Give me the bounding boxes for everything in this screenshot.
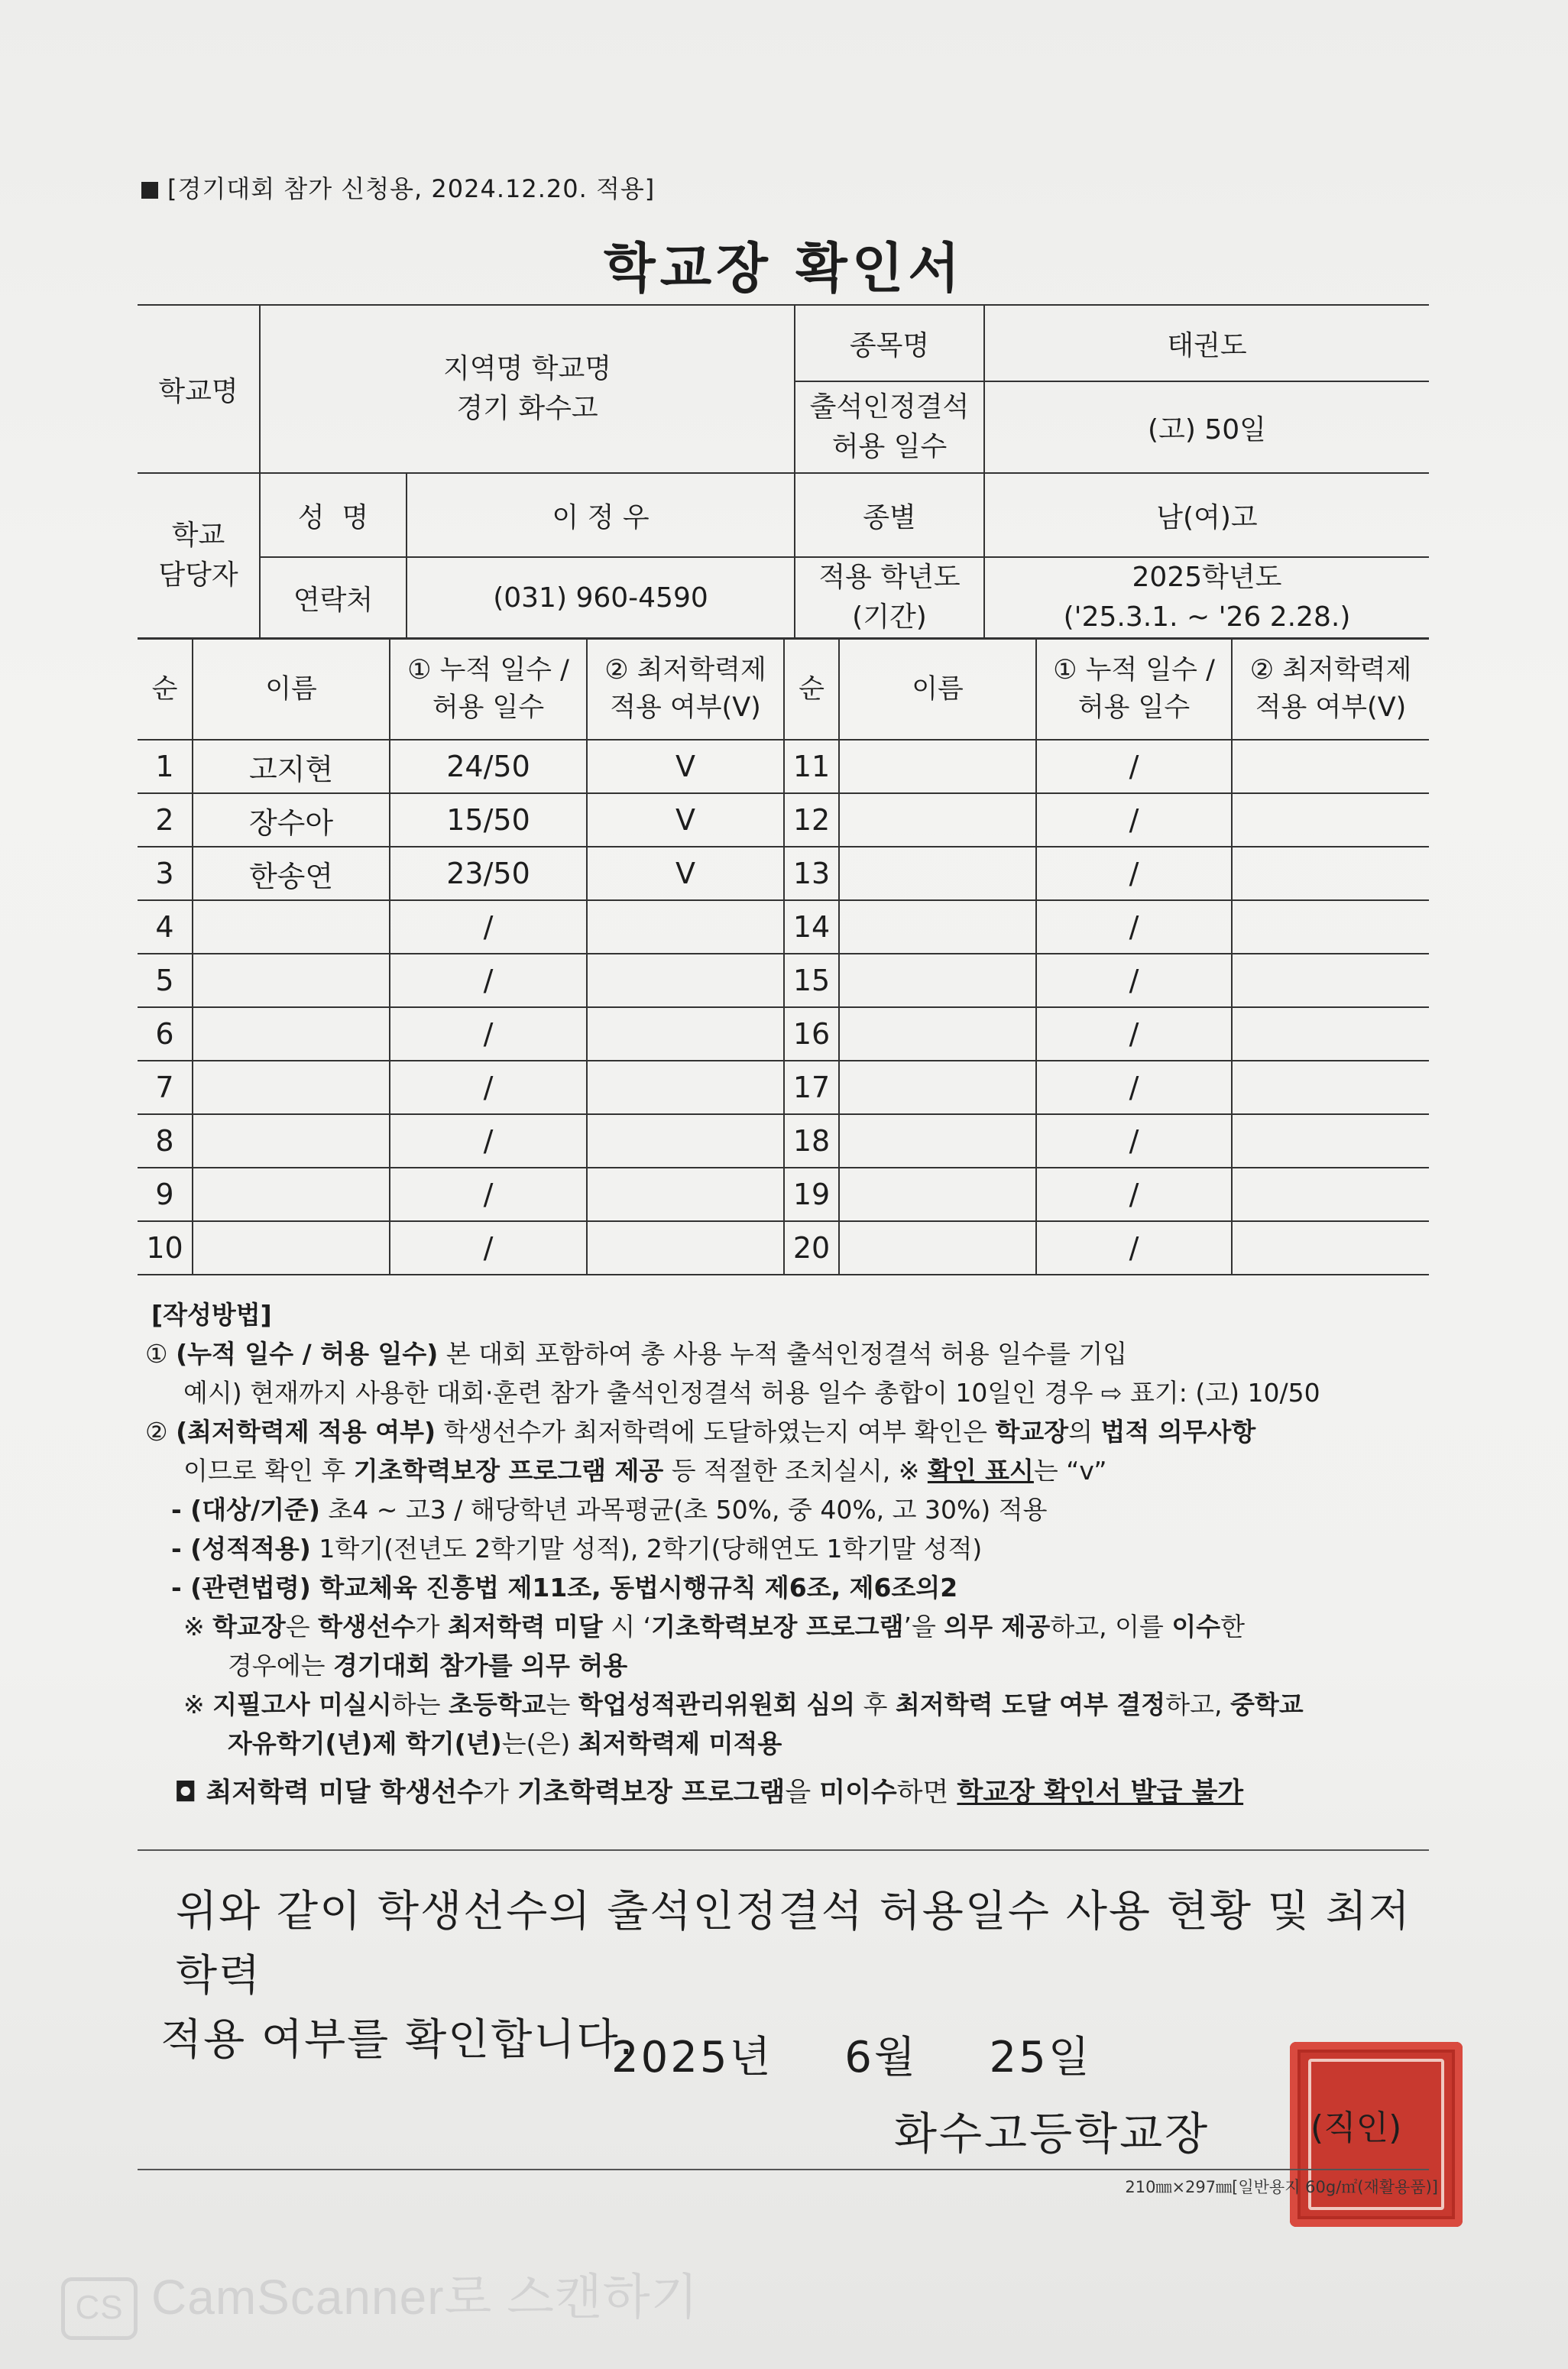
contact-name: 이 정 우 (407, 473, 795, 557)
note1-text: 경기대회 참가를 의무 허용 (333, 1651, 628, 1680)
cell-no: 11 (784, 740, 839, 793)
cell-name: 장수아 (193, 793, 390, 847)
absence-value: (고) 50일 (984, 381, 1429, 473)
cell-days: / (1036, 1114, 1232, 1168)
cell-no: 12 (784, 793, 839, 847)
cell-name (193, 1221, 390, 1275)
cell-check (587, 954, 784, 1007)
warning-text: 최저학력 미달 학생선수 (206, 1778, 484, 1808)
cell-no: 18 (784, 1114, 839, 1168)
detail-target-title: - (대상/기준) (171, 1495, 320, 1525)
cell-check (587, 1061, 784, 1114)
detail-target-text: 초4 ~ 고3 / 해당학년 과목평균(초 50%, 중 40%, 고 30%) 적용 (319, 1495, 1048, 1525)
cell-check: V (587, 793, 784, 847)
cell-name (839, 900, 1036, 954)
note2-text: 자유학기(년)제 학기(년) (228, 1729, 502, 1758)
cell-check (587, 1007, 784, 1061)
item2-text: 등 적절한 조치실시, ※ (663, 1456, 928, 1486)
warning-no-issue: 학교장 확인서 발급 불가 (957, 1778, 1244, 1808)
cell-check (1232, 900, 1429, 954)
cell-no: 3 (138, 847, 193, 900)
header-min (1232, 639, 1429, 740)
absence-label (795, 381, 984, 473)
note1-text: 시 ‘ (602, 1612, 652, 1641)
cell-no: 2 (138, 793, 193, 847)
contact-name-label: 성 명 (260, 473, 407, 557)
cell-no: 7 (138, 1061, 193, 1114)
note1-text: 하고, 이를 (1050, 1612, 1172, 1641)
item2-title: (최저학력제 적용 여부) (176, 1417, 436, 1447)
year-value (984, 557, 1429, 638)
note1-text: 의무 제공 (944, 1612, 1051, 1641)
header-days-line2: 허용 일수 (1077, 692, 1191, 723)
cell-no: 1 (138, 740, 193, 793)
table-row (138, 954, 1429, 1007)
cell-no: 19 (784, 1168, 839, 1221)
warning-text: 기초학력보장 프로그램 (517, 1778, 786, 1808)
header-min-line2: 적용 여부(V) (610, 692, 761, 723)
roster-header-row (138, 639, 1429, 740)
note2-text: 최저학력 도달 여부 결정 (895, 1690, 1166, 1719)
cell-check (587, 1221, 784, 1275)
header-days-line1: ① 누적 일수 / (1053, 655, 1215, 685)
note2-text: 최저학력제 미적용 (578, 1729, 782, 1758)
year-value-line2: ('25.3.1. ~ '26 2.28.) (1063, 601, 1351, 634)
note2-text: 초등학교 (449, 1690, 546, 1719)
cell-days: / (390, 900, 587, 954)
note2-text: 는(은) (501, 1729, 578, 1758)
item2-text: 의 (1068, 1417, 1101, 1447)
cell-name (193, 954, 390, 1007)
table-row (138, 740, 1429, 793)
year-label-line2: (기간) (852, 601, 927, 634)
cell-name (839, 1221, 1036, 1275)
item2-text: 학생선수가 최저학력에 도달하였는지 여부 확인은 (436, 1417, 996, 1447)
cell-no: 15 (784, 954, 839, 1007)
contact-label-line1: 학교 (171, 520, 225, 551)
cell-days: 15/50 (390, 793, 587, 847)
cell-days: / (390, 1168, 587, 1221)
note2-text: 하고, (1165, 1690, 1230, 1719)
warning-text: 가 (483, 1778, 518, 1808)
cell-no: 20 (784, 1221, 839, 1275)
contact-phone-label: 연락처 (260, 557, 407, 638)
cell-no: 6 (138, 1007, 193, 1061)
table-row (138, 1168, 1429, 1221)
paper-spec: 210㎜×297㎜[일반용지 60g/㎡(재활용품)] (1125, 2178, 1438, 2196)
item2-check-mark: 확인 표시 (927, 1456, 1034, 1486)
note1-text: 학교장 (212, 1612, 286, 1641)
note2-text: 하는 (391, 1690, 449, 1719)
note1-text: 은 (285, 1612, 319, 1641)
table-row (138, 1114, 1429, 1168)
warning-text: 하면 (896, 1778, 957, 1808)
cell-name (839, 1007, 1036, 1061)
cell-name (193, 1007, 390, 1061)
header-min-line2: 적용 여부(V) (1255, 692, 1407, 723)
note1-mark: ※ (183, 1612, 213, 1641)
cell-days: / (1036, 740, 1232, 793)
header-no: 순 (138, 639, 193, 740)
item2-number: ② (145, 1417, 168, 1447)
table-row (138, 900, 1429, 954)
cell-no: 4 (138, 900, 193, 954)
header-no: 순 (784, 639, 839, 740)
cell-days: / (1036, 1221, 1232, 1275)
cell-no: 17 (784, 1061, 839, 1114)
cell-name: 고지현 (193, 740, 390, 793)
cell-check (1232, 1007, 1429, 1061)
header-note-text: [경기대회 참가 신청용, 2024.12.20. 적용] (167, 174, 656, 203)
header-min (587, 639, 784, 740)
cell-days: / (390, 954, 587, 1007)
cell-no: 9 (138, 1168, 193, 1221)
school-label: 학교명 (138, 305, 260, 473)
item1-number: ① (145, 1339, 168, 1369)
school-region-label: 지역명 학교명 (442, 352, 612, 384)
header-days (1036, 639, 1232, 740)
note2-text: 중학교 (1229, 1690, 1304, 1719)
detail-law: - (관련법령) 학교체육 진흥법 제11조, 동법시행규칙 제6조, 제6조의2 (171, 1573, 958, 1603)
year-label-line1: 적용 학년도 (818, 562, 961, 593)
note2-text: 학업성적관리위원회 심의 (578, 1690, 856, 1719)
divider (138, 2169, 1429, 2170)
event-value: 태권도 (984, 305, 1429, 381)
cell-name (839, 793, 1036, 847)
table-row (138, 1007, 1429, 1061)
cell-days: / (1036, 1007, 1232, 1061)
absence-label-line2: 허용 일수 (831, 431, 948, 462)
warning-text: 을 (785, 1778, 820, 1808)
table-row (138, 1061, 1429, 1114)
header-name: 이름 (839, 639, 1036, 740)
header-min-line1: ② 최저학력제 (604, 655, 766, 685)
header-note (141, 170, 655, 205)
cell-check (1232, 793, 1429, 847)
item2-text: 이므로 확인 후 (183, 1456, 354, 1486)
cell-check (1232, 1221, 1429, 1275)
header-days-line1: ① 누적 일수 / (407, 655, 569, 685)
watermark-text: CamScanner로 스캔하기 (151, 2270, 699, 2325)
school-name-cell (260, 305, 795, 473)
cell-check (1232, 740, 1429, 793)
issue-date: 2025년 6월 25일 (611, 2033, 1092, 2082)
cell-name (193, 1061, 390, 1114)
note2-text: 는 (546, 1690, 578, 1719)
warning-text: 미이수 (819, 1778, 897, 1808)
cell-days: / (1036, 1061, 1232, 1114)
cell-check (1232, 1168, 1429, 1221)
item2-text: 는 “v” (1033, 1456, 1107, 1486)
confirmation-line2: 적용 여부를 확인합니다. (160, 2015, 635, 2065)
cell-check (587, 900, 784, 954)
cell-days: 24/50 (390, 740, 587, 793)
contact-label (138, 473, 260, 638)
cell-days: / (390, 1221, 587, 1275)
cell-days: / (390, 1007, 587, 1061)
roster-body (138, 740, 1429, 1275)
year-value-line1: 2025학년도 (1132, 562, 1282, 593)
document-title: 학교장 확인서 (603, 237, 965, 300)
cell-check (587, 1114, 784, 1168)
note2-text: 지필고사 미실시 (212, 1690, 392, 1719)
cell-name (839, 847, 1036, 900)
cell-check (1232, 1061, 1429, 1114)
contact-phone: (031) 960-4590 (407, 557, 795, 638)
cell-name (839, 1114, 1036, 1168)
cell-days: / (1036, 793, 1232, 847)
gender-value: 남(여)고 (984, 473, 1429, 557)
cell-name (839, 1168, 1036, 1221)
school-name: 경기 화수고 (456, 393, 598, 424)
item2-legal-duty: 법적 의무사항 (1100, 1417, 1256, 1447)
cell-no: 8 (138, 1114, 193, 1168)
principal-name: 화수고등학교장 (894, 2108, 1210, 2160)
cell-check (1232, 847, 1429, 900)
cell-days: / (1036, 954, 1232, 1007)
cell-no: 13 (784, 847, 839, 900)
instructions (145, 1295, 1437, 1813)
header-name: 이름 (193, 639, 390, 740)
cell-days: 23/50 (390, 847, 587, 900)
cell-name (839, 1061, 1036, 1114)
table-row (138, 1221, 1429, 1275)
cell-name: 한송연 (193, 847, 390, 900)
note1-text: ’을 (903, 1612, 944, 1641)
cell-name (839, 740, 1036, 793)
note1-text: 경우에는 (228, 1651, 334, 1680)
note1-text: 학생선수 (318, 1612, 416, 1641)
camscanner-watermark (61, 2258, 698, 2340)
cell-check (587, 1168, 784, 1221)
header-days-line2: 허용 일수 (432, 692, 545, 723)
table-row (138, 847, 1429, 900)
header-min-line1: ② 최저학력제 (1249, 655, 1412, 685)
cell-days: / (390, 1114, 587, 1168)
item1-example: 예시) 현재까지 사용한 대회·훈련 참가 출석인정결석 허용 일수 총합이 10일인 경우 ⇨ 표기: (고) 10/50 (183, 1378, 1320, 1408)
note2-text: 후 (855, 1690, 896, 1719)
warning-icon: ◘ (174, 1778, 206, 1808)
cell-no: 16 (784, 1007, 839, 1061)
cell-no: 5 (138, 954, 193, 1007)
black-square-icon (141, 182, 158, 199)
event-label: 종목명 (795, 305, 984, 381)
cell-name (193, 1114, 390, 1168)
gender-label: 종별 (795, 473, 984, 557)
note1-text: 최저학력 미달 (448, 1612, 603, 1641)
cell-no: 14 (784, 900, 839, 954)
note1-text: 가 (415, 1612, 449, 1641)
note1-text: 이수 (1171, 1612, 1221, 1641)
detail-grade-text: 1학기(전년도 2학기말 성적), 2학기(당해연도 1학기말 성적) (310, 1534, 983, 1564)
item2-program: 기초학력보장 프로그램 제공 (353, 1456, 664, 1486)
instructions-heading: [작성방법] (151, 1300, 272, 1330)
table-row (138, 793, 1429, 847)
cell-days: / (1036, 847, 1232, 900)
item1-title: (누적 일수 / 허용 일수) (176, 1339, 439, 1369)
cell-name (193, 900, 390, 954)
cell-check (1232, 954, 1429, 1007)
cell-days: / (1036, 900, 1232, 954)
detail-grade-title: - (성적적용) (171, 1534, 311, 1564)
note1-text: 기초학력보장 프로그램 (651, 1612, 904, 1641)
cell-days: / (1036, 1168, 1232, 1221)
cell-name (193, 1168, 390, 1221)
cell-name (839, 954, 1036, 1007)
absence-label-line1: 출석인정결석 (809, 391, 970, 423)
item1-text: 본 대회 포함하여 총 사용 누적 출석인정결석 허용 일수를 기입 (438, 1339, 1128, 1369)
cell-check (1232, 1114, 1429, 1168)
camscanner-logo-icon: CS (61, 2277, 138, 2340)
year-label (795, 557, 984, 638)
roster-table (138, 638, 1429, 1275)
info-table (138, 304, 1429, 639)
item2-principal: 학교장 (995, 1417, 1069, 1447)
divider (138, 1849, 1429, 1851)
cell-check: V (587, 740, 784, 793)
note2-mark: ※ (183, 1690, 213, 1719)
cell-check: V (587, 847, 784, 900)
confirmation-line1: 위와 같이 학생선수의 출석인정결석 허용일수 사용 현황 및 최저학력 (176, 1887, 1411, 2001)
contact-label-line2: 담당자 (158, 559, 238, 591)
cell-no: 10 (138, 1221, 193, 1275)
header-days (390, 639, 587, 740)
seal-label: (직인) (1310, 2108, 1402, 2147)
cell-days: / (390, 1061, 587, 1114)
note1-text: 한 (1220, 1612, 1245, 1641)
